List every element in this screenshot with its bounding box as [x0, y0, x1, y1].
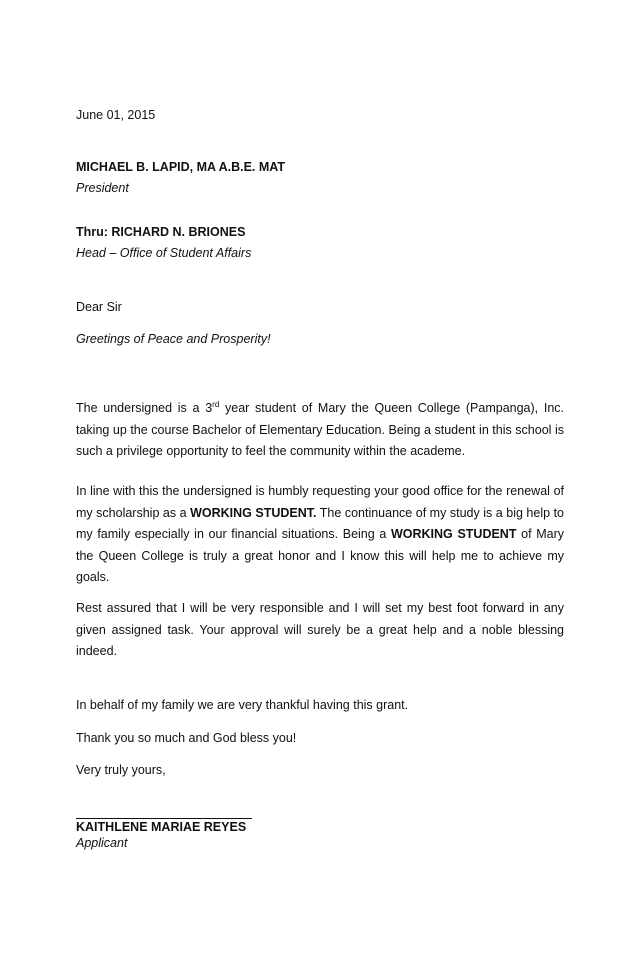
thru-name: Thru: RICHARD N. BRIONES	[76, 225, 246, 239]
paragraph-2-part3: of Mary the Queen College is truly a great honor and I know this will help me to achieve my goals.	[76, 527, 564, 584]
greeting: Greetings of Peace and Prosperity!	[76, 332, 271, 346]
paragraph-4: In behalf of my family we are very thankful having this grant.	[76, 698, 409, 712]
paragraph-3: Rest assured that I will be very responsible and I will set my best foot forward in any given assigned task. Your approval will surely be a great help and a noble blessing indeed.	[76, 601, 564, 658]
signature-line	[76, 818, 252, 819]
paragraph-1-sup: rd	[212, 400, 220, 409]
closing: Very truly yours,	[76, 763, 166, 777]
signatory-title: Applicant	[76, 836, 128, 850]
salutation: Dear Sir	[76, 300, 122, 314]
letter-date: June 01, 2015	[76, 108, 156, 122]
paragraph-2-part1: In line with this the undersigned is humbly requesting your good office for the renewal of my scholarship as a	[76, 484, 564, 520]
thru-title: Head – Office of Student Affairs	[76, 246, 252, 260]
paragraph-1	[76, 394, 564, 463]
paragraph-1-after: year student of Mary the Queen College (Pampanga), Inc. taking up the course Bachelor of Elementary Education. Being a student in this school is such a privilege opportunity to feel the community within the academe.	[76, 401, 565, 458]
paragraph-1-before: The undersigned is a 3	[76, 401, 213, 415]
paragraph-2-part2: The continuance of my study is a big help to my family especially in our financial situations. Being a	[76, 505, 564, 541]
paragraph-2-bold2: WORKING STUDENT	[390, 527, 517, 541]
signatory-name: KAITHLENE MARIAE REYES	[76, 820, 247, 834]
paragraph-2-bold1: WORKING STUDENT.	[190, 505, 317, 520]
recipient-name: MICHAEL B. LAPID, MA A.B.E. MAT	[76, 160, 286, 174]
paragraph-2	[76, 481, 564, 589]
paragraph-5: Thank you so much and God bless you!	[76, 731, 297, 745]
recipient-title: President	[76, 181, 129, 195]
